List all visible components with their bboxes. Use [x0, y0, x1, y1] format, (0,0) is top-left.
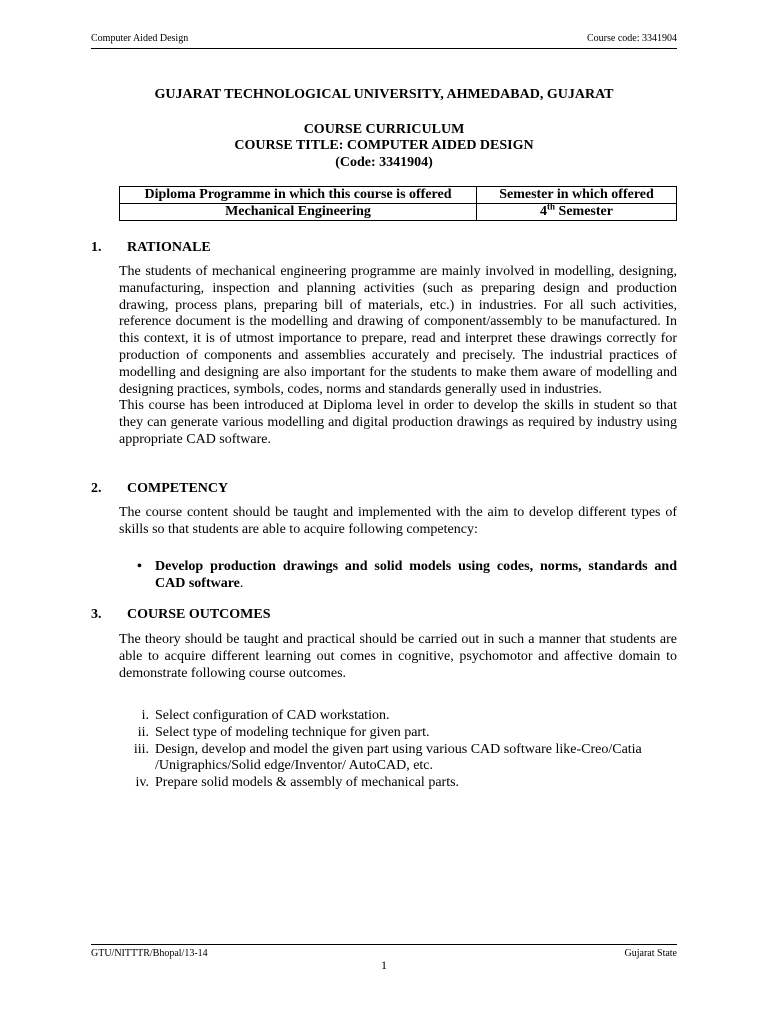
table-row	[120, 204, 677, 221]
outcome-text: Prepare solid models & assembly of mechanical parts.	[155, 775, 460, 791]
section-title-rationale: RATIONALE	[127, 240, 211, 255]
header-rule	[91, 48, 677, 49]
footer-rule	[91, 944, 677, 945]
competency-bullet-text: Develop production drawings and solid models using codes, norms, standards and CAD software	[155, 559, 677, 591]
course-title: COURSE TITLE: COMPUTER AIDED DESIGN	[234, 138, 534, 153]
section-title-competency: COMPETENCY	[127, 481, 229, 496]
programme-table	[119, 186, 677, 221]
semester-number: 4	[540, 204, 548, 219]
rationale-text	[119, 264, 677, 449]
rationale-paragraph-2: This course has been introduced at Diploma level in order to develop the skills in student so that they can generate various modelling and digital production drawings as required by industry using appropriate CAD software.	[119, 398, 677, 447]
section-number-rationale: 1.	[91, 240, 102, 255]
table-head-semester: Semester in which offered	[477, 187, 677, 204]
outcome-number: ii.	[137, 724, 149, 740]
outcomes-list	[119, 708, 677, 792]
rationale-paragraph-1: The students of mechanical engineering programme are mainly involved in modelling, designing, manufacturing, inspection and planning activities (such as preparing design and production drawing, process plans, preparing bill of materials, etc.) in industries. For all such activities, reference document is the modelling and drawing of component/assembly to be manufactured. In this context, it is of utmost importance to prepare, read and interpret these drawings correctly for production of components and assemblies accurately and precisely. The industrial practices of modelling and designing are also important for the students to make them aware of modelling and designing practices, symbols, codes, norms and standards generally used in industries.	[119, 264, 677, 397]
university-title: GUJARAT TECHNOLOGICAL UNIVERSITY, AHMEDABAD, GUJARAT	[154, 87, 614, 102]
list-item	[119, 742, 677, 776]
curriculum-heading: COURSE CURRICULUM	[303, 122, 465, 137]
page-number: 1	[381, 958, 387, 972]
course-code: (Code: 3341904)	[335, 155, 433, 170]
footer-source: GTU/NITTTR/Bhopal/13-14	[91, 948, 208, 959]
table-cell-programme: Mechanical Engineering	[120, 204, 477, 221]
table-header-row	[120, 187, 677, 204]
outcome-text: Design, develop and model the given part using various CAD software like-Creo/Catia /Unigraphics/Solid edge/Inventor/ AutoCAD, etc.	[155, 741, 642, 774]
table-cell-semester	[477, 201, 677, 221]
bullet-symbol: •	[137, 559, 142, 574]
list-item	[119, 725, 677, 742]
outcome-text: Select configuration of CAD workstation.	[155, 708, 390, 723]
competency-paragraph: The course content should be taught and implemented with the aim to develop different types of skills so that students are able to acquire following competency:	[119, 505, 677, 537]
header-course-name: Computer Aided Design	[91, 33, 189, 44]
semester-word: Semester	[555, 204, 613, 219]
semester-superscript: th	[547, 201, 556, 212]
outcomes-paragraph: The theory should be taught and practical should be carried out in such a manner that students are able to acquire different learning out comes in cognitive, psychomotor and affective domain to demonstrate following course outcomes.	[119, 632, 677, 681]
footer-state: Gujarat State	[624, 948, 677, 959]
outcome-number: iv.	[135, 775, 149, 791]
table-head-programme: Diploma Programme in which this course is offered	[120, 187, 477, 204]
outcome-text: Select type of modeling technique for given part.	[155, 724, 430, 740]
section-number-competency: 2.	[91, 481, 102, 496]
section-title-outcomes: COURSE OUTCOMES	[127, 607, 271, 622]
list-item	[119, 775, 677, 792]
list-item	[119, 708, 677, 725]
competency-bullet-period: .	[239, 576, 244, 591]
page-header	[91, 33, 677, 49]
header-course-code: Course code: 3341904	[587, 33, 677, 44]
section-number-outcomes: 3.	[91, 607, 102, 622]
outcome-number: i.	[141, 708, 149, 723]
outcome-number: iii.	[133, 741, 149, 757]
